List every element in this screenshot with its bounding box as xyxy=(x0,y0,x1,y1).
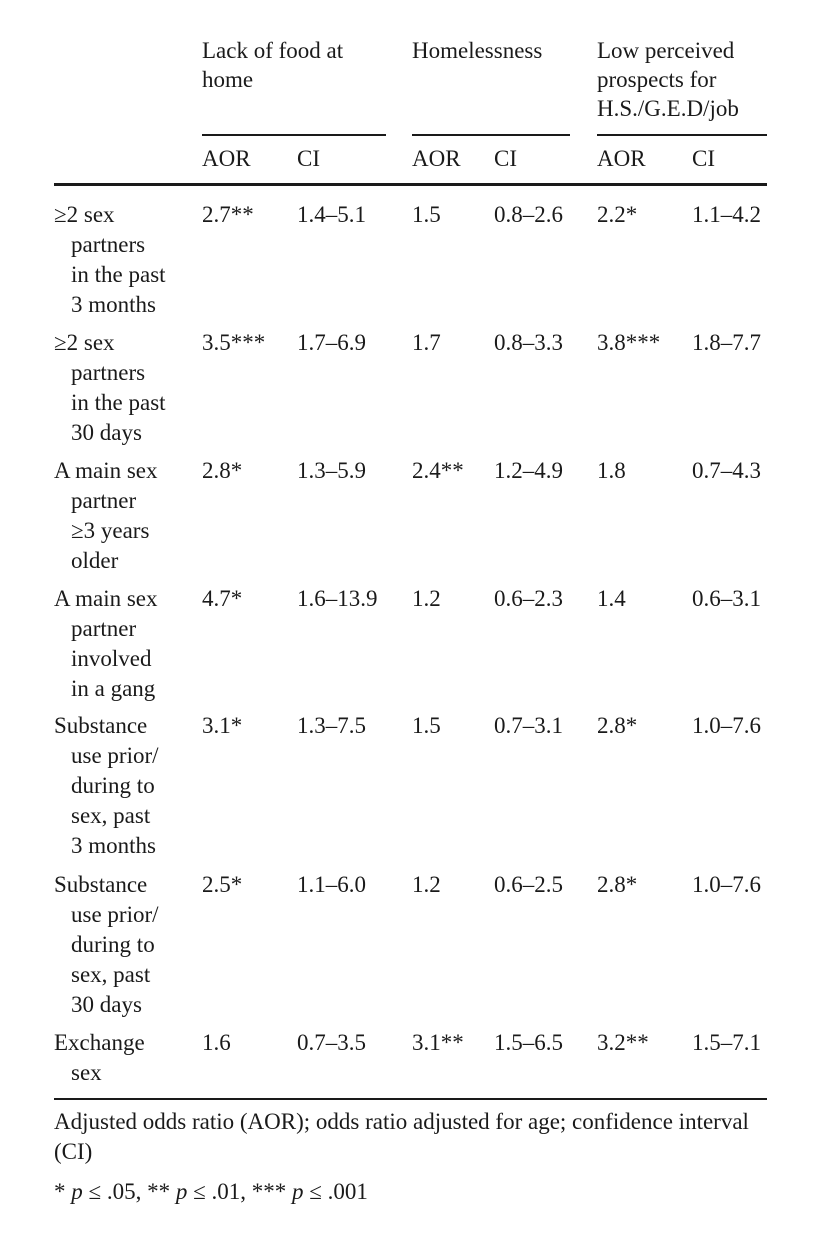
group-header-line: H.S./G.E.D/job xyxy=(597,96,739,121)
table-cell: 1.3–7.5 xyxy=(297,713,366,738)
sig-stars: ** xyxy=(147,1179,171,1204)
subheader-ci: CI xyxy=(692,146,715,171)
group-rule xyxy=(202,134,386,136)
sig-op: ≤ xyxy=(193,1179,206,1204)
row-label-line: during to xyxy=(71,932,155,957)
group-header-homelessness xyxy=(412,36,542,65)
table-cell: 1.2–4.9 xyxy=(494,458,563,483)
table-cell: 0.7–4.3 xyxy=(692,458,761,483)
table-cell: 0.6–2.3 xyxy=(494,586,563,611)
row-label-line: sex, past xyxy=(71,803,151,828)
table-cell: 2.2* xyxy=(597,202,638,227)
table-cell: 1.5–6.5 xyxy=(494,1030,563,1055)
row-label-line: use prior/ xyxy=(71,743,159,768)
sig-value: .01 xyxy=(211,1179,241,1204)
sig-value: .05 xyxy=(106,1179,136,1204)
row-label-line: A main sex xyxy=(54,458,158,483)
table-cell: 1.1–4.2 xyxy=(692,202,761,227)
table-cell: 0.6–3.1 xyxy=(692,586,761,611)
table-cell: 0.7–3.1 xyxy=(494,713,563,738)
subheader-aor: AOR xyxy=(597,146,646,171)
group-header-low-prospects xyxy=(597,36,739,123)
subheader-aor: AOR xyxy=(202,146,251,171)
table-cell: 4.7* xyxy=(202,586,243,611)
table-cell: 3.1* xyxy=(202,713,243,738)
row-label xyxy=(54,328,194,448)
sig-op: ≤ xyxy=(88,1179,102,1204)
sig-stars: * xyxy=(54,1179,66,1204)
row-label-line: 30 days xyxy=(71,992,142,1017)
table-cell: 2.8* xyxy=(597,713,638,738)
table-cell: 2.8* xyxy=(202,458,243,483)
row-label-line: Substance xyxy=(54,872,148,897)
row-label-line: Substance xyxy=(54,713,148,738)
row-label xyxy=(54,200,194,320)
row-label-line: use prior/ xyxy=(71,902,159,927)
table-footnote: Adjusted odds ratio (AOR); odds ratio adjusted for age; confidence interval (CI) xyxy=(54,1109,749,1164)
table-cell: 1.4 xyxy=(597,586,626,611)
table-cell: 1.4–5.1 xyxy=(297,202,366,227)
row-label-line: ≥2 sex xyxy=(54,330,115,355)
table-cell: 3.2** xyxy=(597,1030,649,1055)
table-bottom-rule xyxy=(54,1098,767,1100)
row-label xyxy=(54,584,194,704)
table-cell: 1.0–7.6 xyxy=(692,872,761,897)
sig-value: .001 xyxy=(327,1179,368,1204)
table-cell: 1.2 xyxy=(412,586,441,611)
sig-p: p xyxy=(175,1179,188,1204)
significance-note: * p ≤ .05, ** p ≤ .01, *** p ≤ .001 xyxy=(54,1179,368,1204)
row-label-line: 3 months xyxy=(71,292,156,317)
group-header-line: prospects for xyxy=(597,67,717,92)
row-label-line: ≥3 years xyxy=(71,518,150,543)
sig-stars: *** xyxy=(251,1179,287,1204)
table-cell: 3.5*** xyxy=(202,330,266,355)
row-label-line: involved xyxy=(71,646,152,671)
row-label-line: sex xyxy=(71,1060,102,1085)
table-cell: 1.1–6.0 xyxy=(297,872,366,897)
row-label xyxy=(54,1028,194,1088)
subheader-ci: CI xyxy=(297,146,320,171)
table-cell: 1.8–7.7 xyxy=(692,330,761,355)
table-cell: 1.5 xyxy=(412,713,441,738)
group-rule xyxy=(597,134,767,136)
row-label xyxy=(54,870,194,1020)
table-cell: 1.8 xyxy=(597,458,626,483)
table-cell: 3.8*** xyxy=(597,330,661,355)
table-cell: 0.6–2.5 xyxy=(494,872,563,897)
table-cell: 2.7** xyxy=(202,202,254,227)
row-label-line: partner xyxy=(71,616,137,641)
subheader-aor: AOR xyxy=(412,146,461,171)
table-cell: 1.7–6.9 xyxy=(297,330,366,355)
row-label xyxy=(54,456,194,576)
table-cell: 1.2 xyxy=(412,872,441,897)
sig-op: ≤ xyxy=(309,1179,322,1204)
group-header-line: Homelessness xyxy=(412,38,543,63)
row-label-line: 3 months xyxy=(71,833,156,858)
row-label-line: in the past xyxy=(71,390,166,415)
table-cell: 1.0–7.6 xyxy=(692,713,761,738)
table-cell: 0.8–2.6 xyxy=(494,202,563,227)
group-header-line: Low perceived xyxy=(597,38,735,63)
table-cell: 1.6–13.9 xyxy=(297,586,378,611)
group-header-lack-of-food xyxy=(202,36,343,94)
row-label-line: during to xyxy=(71,773,155,798)
sig-p: p xyxy=(71,1179,83,1204)
group-header-line: Lack of food at xyxy=(202,38,344,63)
table-cell: 1.5 xyxy=(412,202,441,227)
header-rule xyxy=(54,183,767,186)
subheader-ci: CI xyxy=(494,146,517,171)
row-label-line: Exchange xyxy=(54,1030,145,1055)
table-cell: 1.5–7.1 xyxy=(692,1030,761,1055)
row-label xyxy=(54,711,194,861)
table-cell: 2.4** xyxy=(412,458,464,483)
table-cell: 2.8* xyxy=(597,872,638,897)
table-cell: 1.6 xyxy=(202,1030,231,1055)
table-cell: 0.8–3.3 xyxy=(494,330,563,355)
row-label-line: A main sex xyxy=(54,586,158,611)
group-rule xyxy=(412,134,570,136)
row-label-line: partner xyxy=(71,488,137,513)
table-cell: 1.3–5.9 xyxy=(297,458,366,483)
row-label-line: sex, past xyxy=(71,962,151,987)
sig-p: p xyxy=(292,1179,304,1204)
row-label-line: 30 days xyxy=(71,420,142,445)
table-cell: 1.7 xyxy=(412,330,441,355)
table-cell: 2.5* xyxy=(202,872,243,897)
row-label-line: in a gang xyxy=(71,676,156,701)
row-label-line: partners xyxy=(71,232,146,257)
row-label-line: partners xyxy=(71,360,146,385)
row-label-line: older xyxy=(71,548,119,573)
row-label-line: ≥2 sex xyxy=(54,202,115,227)
table-cell: 0.7–3.5 xyxy=(297,1030,366,1055)
group-header-line: home xyxy=(202,67,254,92)
table-cell: 3.1** xyxy=(412,1030,464,1055)
row-label-line: in the past xyxy=(71,262,166,287)
